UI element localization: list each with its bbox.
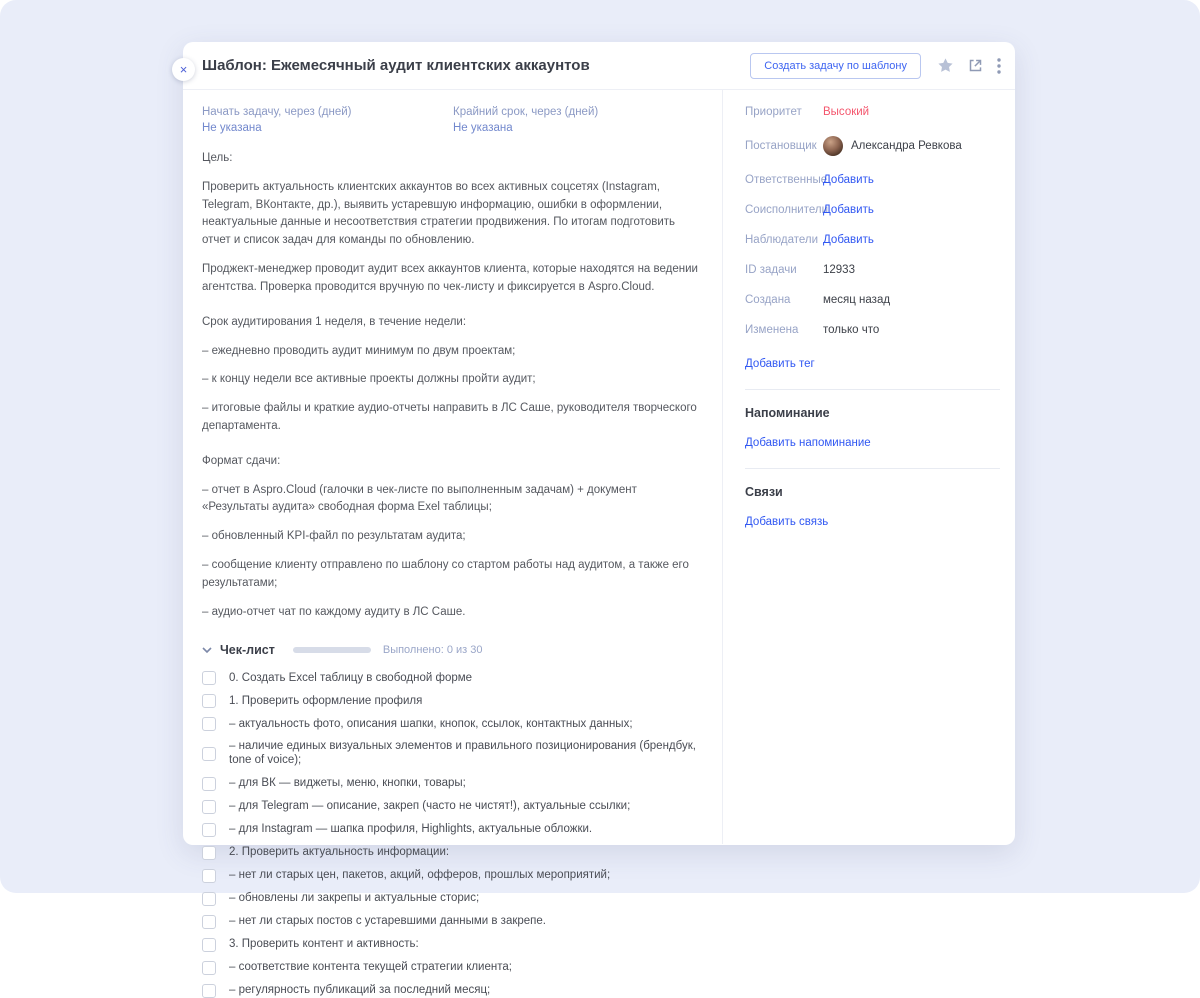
task-main-column <box>183 90 723 997</box>
description-paragraph: – итоговые файлы и краткие аудио-отчеты направить в ЛС Саше, руководителя творческого департамента. <box>202 402 697 432</box>
avatar <box>823 136 843 156</box>
checkbox[interactable] <box>202 777 216 791</box>
description-paragraph: – сообщение клиенту отправлено по шаблону со стартом работы над аудитом, а также его результатами; <box>202 559 689 589</box>
description-paragraph: Проджект-менеджер проводит аудит всех аккаунтов клиента, которые находятся на ведении агентства. Проверка проводится вручную по чек-листу и фиксируется в Aspro.Cloud. <box>202 263 698 293</box>
add-observer-link[interactable]: Добавить <box>823 234 874 246</box>
checklist-item <box>202 823 704 837</box>
checkbox[interactable] <box>202 800 216 814</box>
checklist <box>202 671 704 998</box>
divider <box>745 389 1000 390</box>
checklist-item <box>202 938 704 952</box>
start-in-days-label: Начать задачу, через (дней) <box>202 106 352 118</box>
checkbox[interactable] <box>202 938 216 952</box>
responsible-row <box>745 174 1000 186</box>
modal-header <box>183 42 1015 90</box>
add-tag-link[interactable]: Добавить тег <box>745 358 815 370</box>
reminder-heading: Напоминание <box>745 406 830 420</box>
modified-value: только что <box>823 324 880 336</box>
checklist-item-label: 2. Проверить актуальность информации: <box>229 846 450 859</box>
checklist-item <box>202 846 704 860</box>
checklist-item-label: – нет ли старых цен, пакетов, акций, офферов, прошлых мероприятий; <box>229 869 611 882</box>
modified-label: Изменена <box>745 324 799 336</box>
task-template-modal <box>179 42 1015 997</box>
add-responsible-link[interactable]: Добавить <box>823 174 874 186</box>
checklist-item-label: – актуальность фото, описания шапки, кнопок, ссылок, контактных данных; <box>229 717 633 730</box>
checklist-item-label: 0. Создать Excel таблицу в свободной форме <box>229 671 473 684</box>
checklist-item-label: – для ВК — виджеты, меню, кнопки, товары; <box>229 777 466 790</box>
add-reminder-link[interactable]: Добавить напоминание <box>745 437 871 449</box>
star-icon[interactable] <box>937 57 954 74</box>
checklist-item-label: – обновлены ли закрепы и актуальные сторис; <box>229 892 480 905</box>
priority-row <box>745 106 1000 118</box>
checklist-item-label: 3. Проверить контент и активность: <box>229 938 419 951</box>
add-relation-link[interactable]: Добавить связь <box>745 516 829 528</box>
checkbox[interactable] <box>202 869 216 883</box>
close-icon[interactable]: × <box>172 58 195 81</box>
checkbox[interactable] <box>202 823 216 837</box>
author-label: Постановщик <box>745 140 817 152</box>
checkbox[interactable] <box>202 694 216 708</box>
checklist-progress-bar <box>293 647 371 653</box>
description-paragraph: Цель: <box>202 152 233 164</box>
checklist-item <box>202 869 704 883</box>
add-coexecutor-link[interactable]: Добавить <box>823 204 874 216</box>
deadline-in-days-field <box>453 106 704 134</box>
description-paragraph: – обновленный KPI-файл по результатам аудита; <box>202 530 466 543</box>
modified-row <box>745 324 1000 336</box>
checklist-item <box>202 800 704 814</box>
task-description <box>202 150 704 621</box>
description-paragraph: – ежедневно проводить аудит минимум по двум проектам; <box>202 344 516 357</box>
task-id-row <box>745 264 1000 276</box>
checkbox[interactable] <box>202 717 216 731</box>
relations-heading: Связи <box>745 485 783 499</box>
created-row <box>745 294 1000 306</box>
kebab-menu-icon[interactable] <box>997 58 1001 74</box>
checklist-item-label: 1. Проверить оформление профиля <box>229 694 423 707</box>
description-paragraph: Проверить актуальность клиентских аккаунтов во всех активных соцсетях (Instagram, Telegram, ВКонтакте, др.), выявить устаревшую информацию, ошибки в оформлении, неактуальные данные и несоответствия стратегии продвижения. По итогам подготовить отчет и список задач для команды по обновлению. <box>202 180 676 247</box>
description-paragraph: – к концу недели все активные проекты должны пройти аудит; <box>202 373 536 386</box>
checkbox[interactable] <box>202 892 216 906</box>
checklist-progress-label: Выполнено: 0 из 30 <box>382 644 483 657</box>
observers-row <box>745 234 1000 246</box>
checklist-title: Чек-лист <box>220 643 275 658</box>
checklist-item-label: – наличие единых визуальных элементов и правильного позиционирования (брендбук, tone of voice); <box>229 740 696 767</box>
checkbox[interactable] <box>202 984 216 998</box>
author-row <box>745 136 1000 156</box>
checklist-item-label: – соответствие контента текущей стратегии клиента; <box>229 961 512 974</box>
priority-label: Приоритет <box>745 106 802 118</box>
checklist-item <box>202 777 704 791</box>
created-label: Создана <box>745 294 791 306</box>
checklist-item-label: – регулярность публикаций за последний месяц; <box>229 984 491 997</box>
checklist-item-label: – для Instagram — шапка профиля, Highlights, актуальные обложки. <box>229 823 593 836</box>
checkbox[interactable] <box>202 961 216 975</box>
created-value: месяц назад <box>823 294 891 306</box>
task-id-label: ID задачи <box>745 264 797 276</box>
create-task-from-template-button[interactable]: Создать задачу по шаблону <box>750 53 921 79</box>
checklist-item <box>202 915 704 929</box>
checklist-item <box>202 961 704 975</box>
author-person[interactable] <box>823 136 962 156</box>
start-in-days-value[interactable]: Не указана <box>202 122 262 134</box>
reminder-section <box>745 406 1000 451</box>
description-paragraph: – аудио-отчет чат по каждому аудиту в ЛС Саше. <box>202 605 466 618</box>
page-title: Шаблон: Ежемесячный аудит клиентских аккаунтов <box>202 57 590 74</box>
responsible-label: Ответственные <box>745 174 828 186</box>
observers-label: Наблюдатели <box>745 234 818 246</box>
checkbox[interactable] <box>202 846 216 860</box>
coexecutors-label: Соисполнители <box>745 204 829 216</box>
author-name: Александра Ревкова <box>851 140 962 152</box>
checkbox[interactable] <box>202 747 216 761</box>
checklist-item-label: – нет ли старых постов с устаревшими данными в закрепе. <box>229 915 546 928</box>
checklist-item <box>202 671 704 685</box>
checkbox[interactable] <box>202 671 216 685</box>
checklist-item <box>202 740 704 768</box>
chevron-down-icon[interactable] <box>202 647 212 654</box>
checklist-item <box>202 694 704 708</box>
relations-section <box>745 485 1000 530</box>
task-id-value: 12933 <box>823 264 855 276</box>
checklist-item <box>202 984 704 998</box>
checkbox[interactable] <box>202 915 216 929</box>
description-paragraph: – отчет в Aspro.Cloud (галочки в чек-листе по выполненным задачам) + документ «Результаты аудита» свободная форма Exel таблицы; <box>202 483 637 514</box>
coexecutors-row <box>745 204 1000 216</box>
checklist-item-label: – для Telegram — описание, закреп (часто не чистят!), актуальные ссылки; <box>229 800 631 813</box>
open-in-new-icon[interactable] <box>968 58 983 73</box>
checklist-item <box>202 717 704 731</box>
deadline-in-days-label: Крайний срок, через (дней) <box>453 106 599 118</box>
divider <box>745 468 1000 469</box>
task-sidebar <box>723 90 1015 844</box>
deadline-in-days-value[interactable]: Не указана <box>453 122 513 134</box>
priority-value[interactable]: Высокий <box>823 106 870 118</box>
checklist-item <box>202 892 704 906</box>
description-paragraph: Срок аудитирования 1 неделя, в течение недели: <box>202 315 467 328</box>
checklist-header <box>202 643 704 657</box>
description-paragraph: Формат сдачи: <box>202 454 281 467</box>
start-in-days-field <box>202 106 453 134</box>
